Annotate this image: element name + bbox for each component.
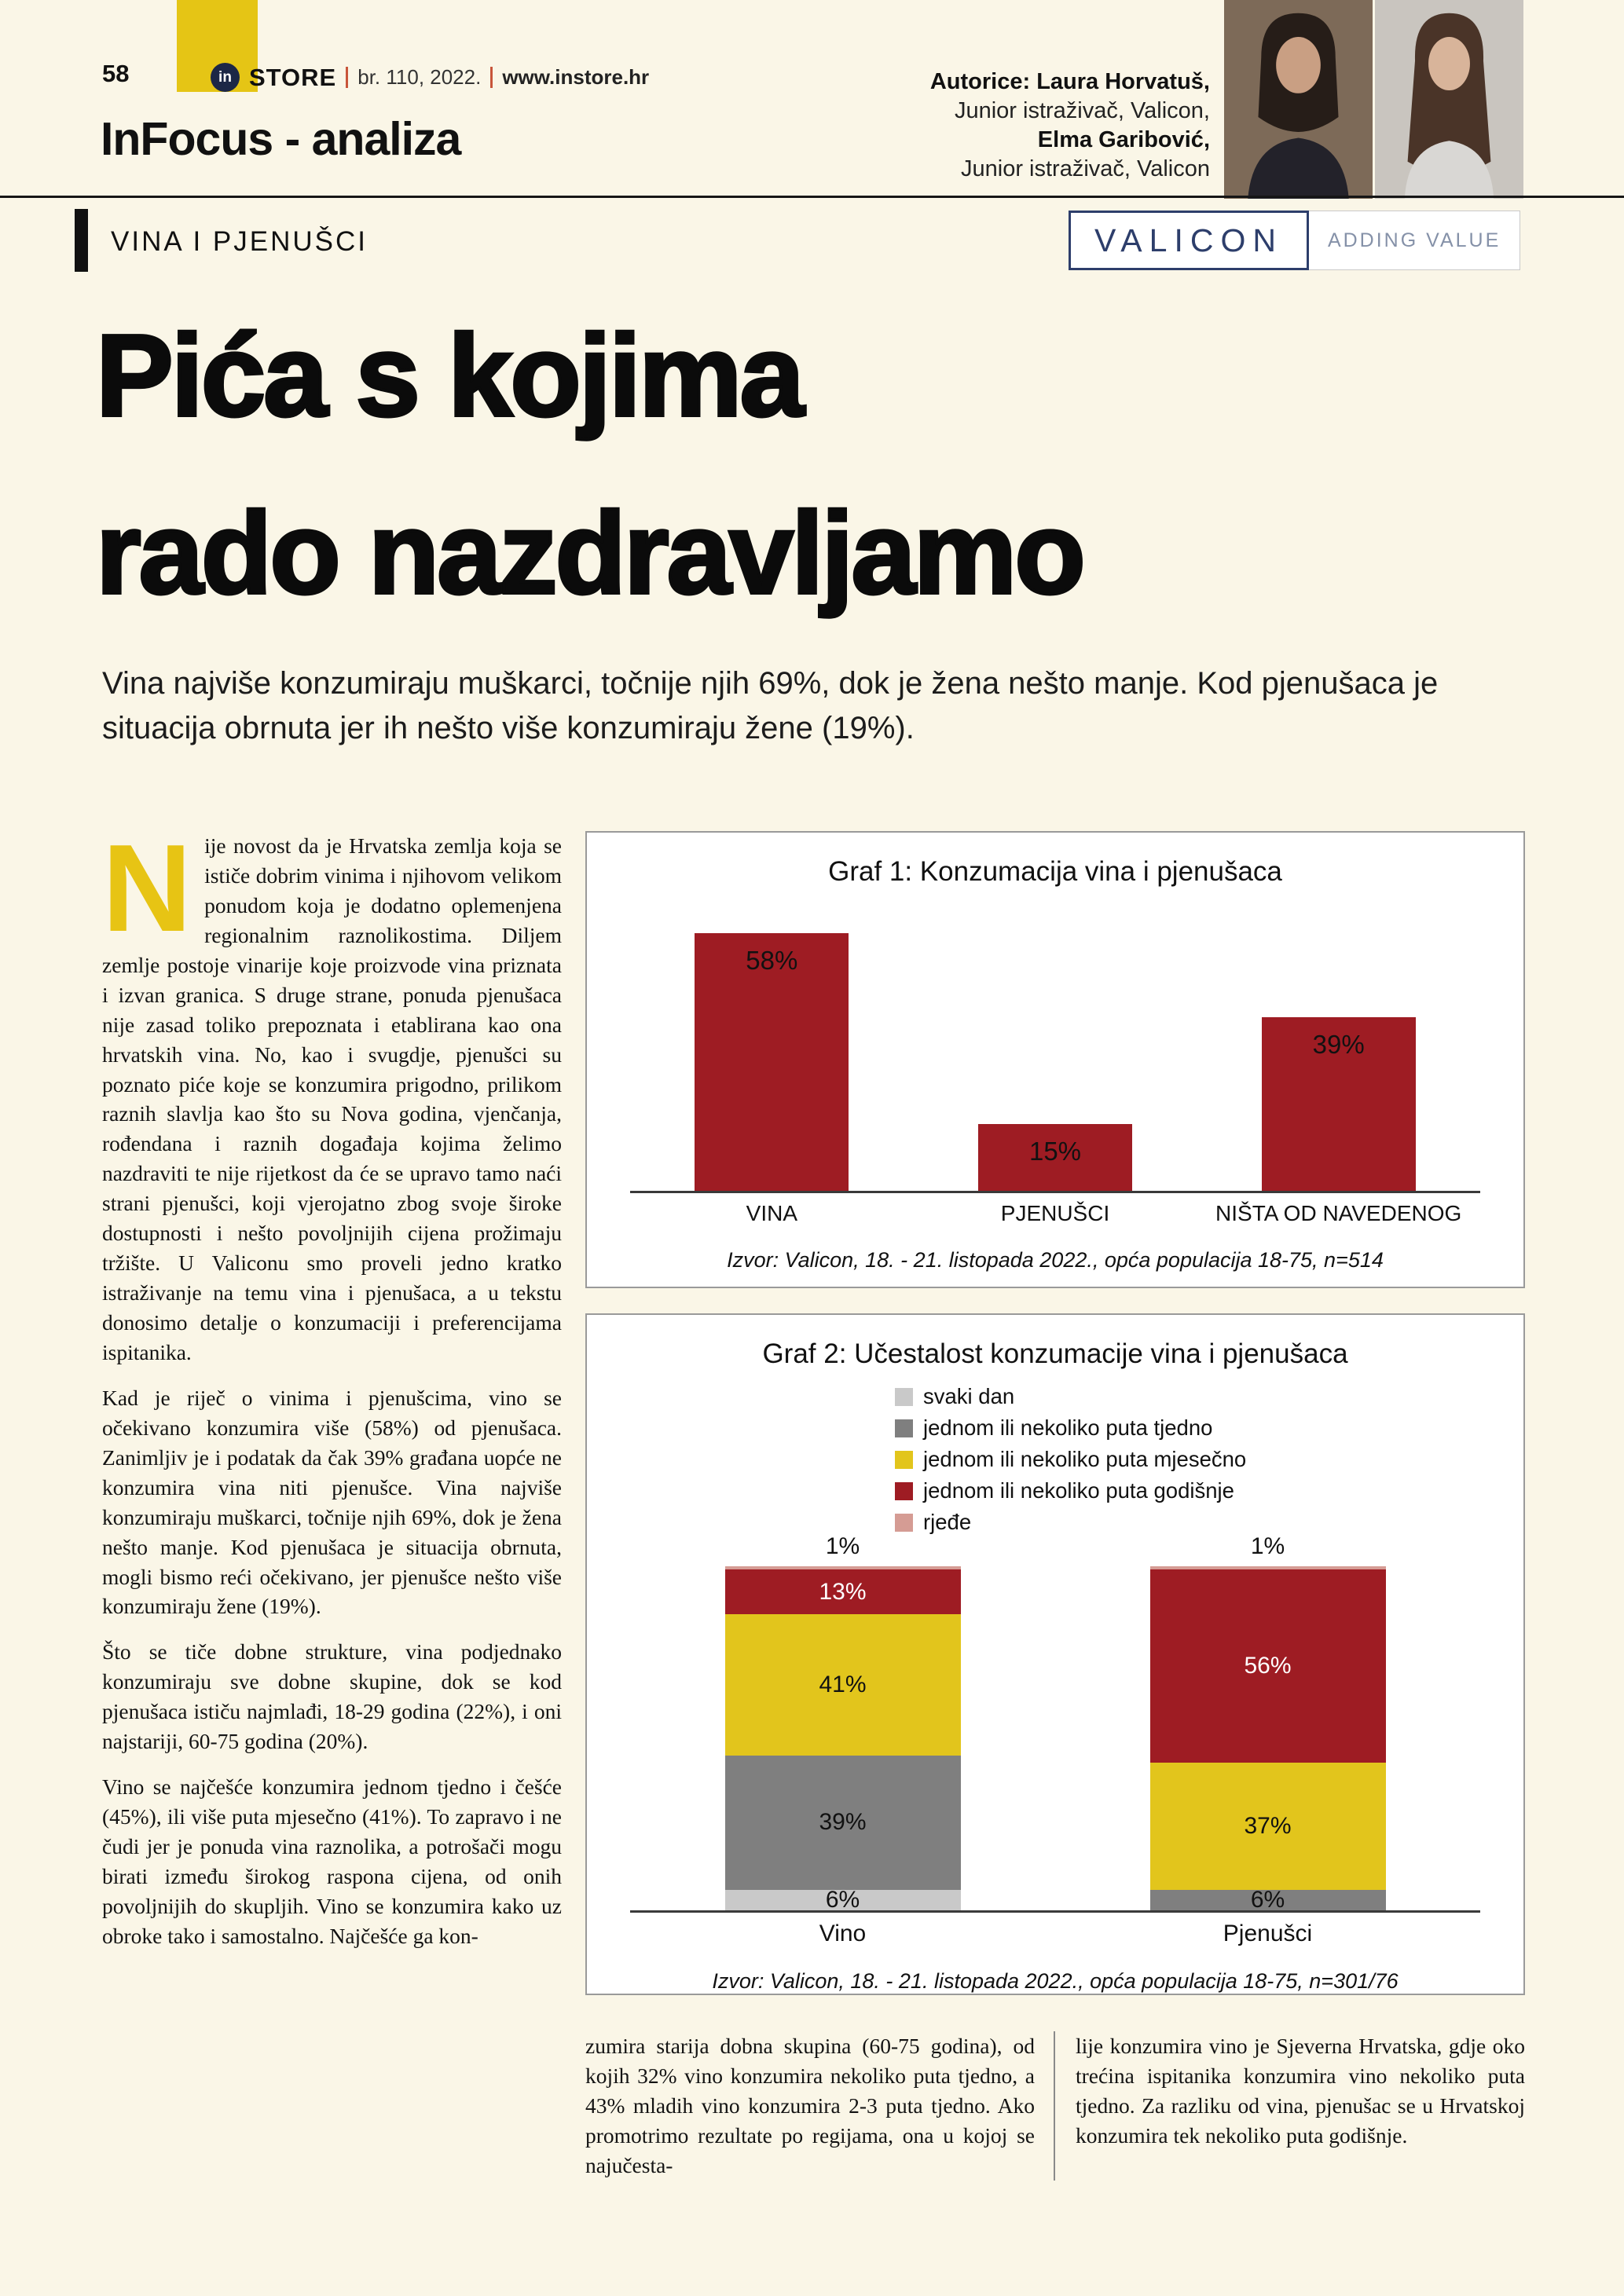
- chart1-title: Graf 1: Konzumacija vina i pjenušaca: [828, 856, 1282, 887]
- valicon-logo: [1069, 211, 1520, 270]
- chart1-bar: [1262, 1017, 1416, 1191]
- body-paragraph-4: Vino se najčešće konzumira jednom tjedno i češće (45%), ili više puta mjesečno (41%). To zapravo i ne čudi jer je ponuda vina raznolika, a potrošači mogu birati između širokog raspona cijena, od onih povoljnijih do skupljih. Vino se konzumira kako uz obroke tako i samostalno. Najčešće ga kon-: [102, 1774, 562, 1948]
- chart2-segment: [725, 1756, 961, 1890]
- person-portrait-icon: [1224, 0, 1373, 199]
- chart2-source: Izvor: Valicon, 18. - 21. listopada 2022., opća populacija 18-75, n=301/76: [712, 1969, 1399, 1993]
- chart1-bar: [695, 933, 849, 1191]
- chart2-value-label: 39%: [819, 1809, 867, 1836]
- legend-swatch-icon: [895, 1514, 913, 1532]
- page-number: 58: [102, 60, 130, 87]
- continuation-left: zumira starija dobna skupina (60-75 godina), od kojih 32% vino konzumira nekoliko puta tjedno, a 43% mladih vino konzumira 2-3 puta tjedno. Ako promotrimo rezultate po regijama, ona u kojoj se najučesta-: [585, 2034, 1035, 2177]
- chart1-bar-column: [630, 902, 914, 1191]
- chart1-category-label: NIŠTA OD NAVEDENOG: [1215, 1201, 1462, 1225]
- continuation-columns: [585, 2031, 1525, 2181]
- chart2-legend-item: [895, 1478, 1500, 1503]
- chart2-value-label: 1%: [1250, 1533, 1285, 1559]
- chart2-category-label: Vino: [819, 1921, 867, 1946]
- chart-panel-graf2: [585, 1313, 1525, 1995]
- separator: [490, 67, 493, 88]
- paragraph-text: ije novost da je Hrvatska zemlja koja se ističe dobrim vinima i njihovom velikom ponudom koja je dodatno oplemenjena regionalnim raznolikostima. Diljem zemlje postoje vinarije koje proizvode vina priznata i izvan granica. S druge strane, ponuda pjenušaca nije zasad toliko prepoznata i etablirana kao ona hrvatskih vina. No, kao i svugdje, pjenušci su poznato piće koje se konzumira prigodno, prilikom raznih slavlja kao što su Nova godina, vjenčanja, rođendana i raznih događaja kojima želimo nazdraviti te nije rijetkost da će se upravo tamo naći strani pjenušci, koji vjerojatno zbog svoje široke dostupnosti i nešto povoljnijih cijena prožimaju tržište. U Valiconu smo proveli jedno kratko istraživanje na temu vina i pjenušaca, a u tekstu donosimo detalje o konzumaciji i preferencijama ispitanika.: [102, 833, 562, 1364]
- chart1-value-label: 39%: [1312, 1030, 1365, 1060]
- charts-column: [585, 831, 1525, 2181]
- chart1-source: Izvor: Valicon, 18. - 21. listopada 2022., opća populacija 18-75, n=514: [727, 1248, 1384, 1272]
- chart1-bar-column: [914, 902, 1197, 1191]
- chart2-value-label: 6%: [1250, 1886, 1285, 1913]
- chart2-bar-column: [630, 1533, 1055, 1913]
- chart2-segment: [725, 1569, 961, 1614]
- chart1-value-label: 15%: [1028, 1137, 1082, 1166]
- article-lede: Vina najviše konzumiraju muškarci, točnije njih 69%, dok je žena nešto manje. Kod pjenušaca je situacija obrnuta jer ih nešto više konzumiraju žene (19%).: [102, 666, 1439, 746]
- chart2-value-label: 41%: [819, 1672, 867, 1698]
- chart2-title: Graf 2: Učestalost konzumacije vina i pjenušaca: [762, 1338, 1348, 1369]
- chart1-bar: [978, 1124, 1132, 1191]
- chart2-segment: [1150, 1569, 1386, 1762]
- chart2-segment: [725, 1886, 961, 1913]
- topic-label: VINA I PJENUŠCI: [111, 226, 368, 257]
- chart2-legend-item: [895, 1415, 1500, 1441]
- authors-block: [930, 68, 1210, 184]
- valicon-brand-text: VALICON: [1069, 211, 1309, 270]
- chart2-bar-column: [1055, 1533, 1480, 1913]
- article-body-column: [102, 819, 562, 1967]
- header-divider: [0, 196, 1624, 198]
- legend-swatch-icon: [895, 1451, 913, 1469]
- instore-logo-icon: in: [211, 63, 240, 92]
- section-heading: InFocus - analiza: [101, 113, 461, 165]
- separator: [346, 67, 348, 88]
- chart1-value-label: 58%: [746, 945, 798, 975]
- author-photo-laura: [1224, 0, 1373, 199]
- chart2-segment: [1150, 1763, 1386, 1890]
- chart2-legend: [895, 1384, 1500, 1535]
- chart2-plot: [630, 1533, 1480, 1913]
- chart2-legend-label: jednom ili nekoliko puta mjesečno: [923, 1447, 1247, 1471]
- chart2-categories: [630, 1921, 1480, 1947]
- topic-accent-bar: [75, 209, 88, 272]
- author-photo-elma: [1375, 0, 1523, 199]
- chart2-value-label: 56%: [1244, 1653, 1292, 1679]
- article-title-line2: rado nazdravljamo: [96, 489, 1083, 619]
- chart2-bar-stack-pjenušci: [1150, 1533, 1386, 1913]
- issue-number: br. 110, 2022.: [357, 65, 482, 89]
- article-title-line1: Pića s kojima: [96, 311, 802, 441]
- legend-swatch-icon: [895, 1482, 913, 1500]
- legend-swatch-icon: [895, 1388, 913, 1406]
- article-title: [96, 287, 1083, 643]
- author-name-1: Autorice: Laura Horvatuš,: [929, 69, 1210, 94]
- author-role-2: Junior istraživač, Valicon: [961, 156, 1210, 181]
- logo-brand-text: STORE: [249, 63, 337, 91]
- chart2-legend-label: rjeđe: [923, 1510, 972, 1534]
- chart2-value-label: 37%: [1244, 1812, 1292, 1839]
- instore-logo: [211, 63, 649, 92]
- continuation-right: lije konzumira vino je Sjeverna Hrvatska, gdje oko trećina ispitanika konzumira vino nekoliko puta tjedno. Za razliku od vina, pjenušac se u Hrvatskoj konzumira tek nekoliko puta godišnje.: [1054, 2031, 1525, 2181]
- chart2-value-label: 13%: [819, 1578, 867, 1605]
- body-paragraph-3: Što se tiče dobne strukture, vina podjednako konzumiraju sve dobne skupine, dok se kod pjenušaca ističu najmlađi, 18-29 godina (22%), i oni najstariji, 60-75 godina (20%).: [102, 1639, 562, 1754]
- chart1-categories: [630, 1201, 1480, 1226]
- chart-panel-graf1: [585, 831, 1525, 1288]
- chart2-bar-stack-vino: [725, 1533, 961, 1913]
- chart2-segment: [725, 1614, 961, 1756]
- body-paragraph-2: Kad je riječ o vinima i pjenušcima, vino se očekivano konzumira više (58%) od pjenušaca. Zanimljiv je i podatak da čak 39% građana uopće ne konzumira vina niti pjenušce. Vina najviše konzumiraju muškarci, točnije njih 69%, dok je žena nešto manje. Kod pjenušaca je situacija obrnuta, mogli bismo reći očekivano, jer pjenušce nešto više konzumiraju žene (19%).: [102, 1385, 562, 1619]
- chart2-value-label: 6%: [825, 1886, 860, 1913]
- author-photos: [1224, 0, 1523, 199]
- person-portrait-icon: [1375, 0, 1523, 199]
- body-paragraph-1: [102, 819, 562, 1368]
- valicon-tagline: ADDING VALUE: [1309, 211, 1520, 270]
- chart2-legend-label: svaki dan: [923, 1384, 1015, 1408]
- author-name-2: Elma Garibović,: [1037, 127, 1210, 152]
- author-role-1: Junior istraživač, Valicon,: [954, 98, 1210, 123]
- website-url: www.instore.hr: [502, 65, 650, 89]
- legend-swatch-icon: [895, 1419, 913, 1437]
- dropcap: N: [102, 819, 192, 958]
- chart2-legend-item: [895, 1447, 1500, 1472]
- chart1-category-label: PJENUŠCI: [1000, 1201, 1110, 1225]
- chart2-legend-item: [895, 1510, 1500, 1535]
- chart2-segment: [1150, 1886, 1386, 1913]
- chart2-legend-label: jednom ili nekoliko puta tjedno: [923, 1415, 1213, 1440]
- chart2-category-label: Pjenušci: [1223, 1921, 1313, 1946]
- chart1-plot: [630, 902, 1480, 1193]
- chart1-category-label: VINA: [746, 1201, 798, 1225]
- chart2-legend-item: [895, 1384, 1500, 1409]
- chart2-legend-label: jednom ili nekoliko puta godišnje: [923, 1478, 1234, 1503]
- chart1-bar-column: [1197, 902, 1480, 1191]
- chart2-value-label: 1%: [825, 1533, 860, 1559]
